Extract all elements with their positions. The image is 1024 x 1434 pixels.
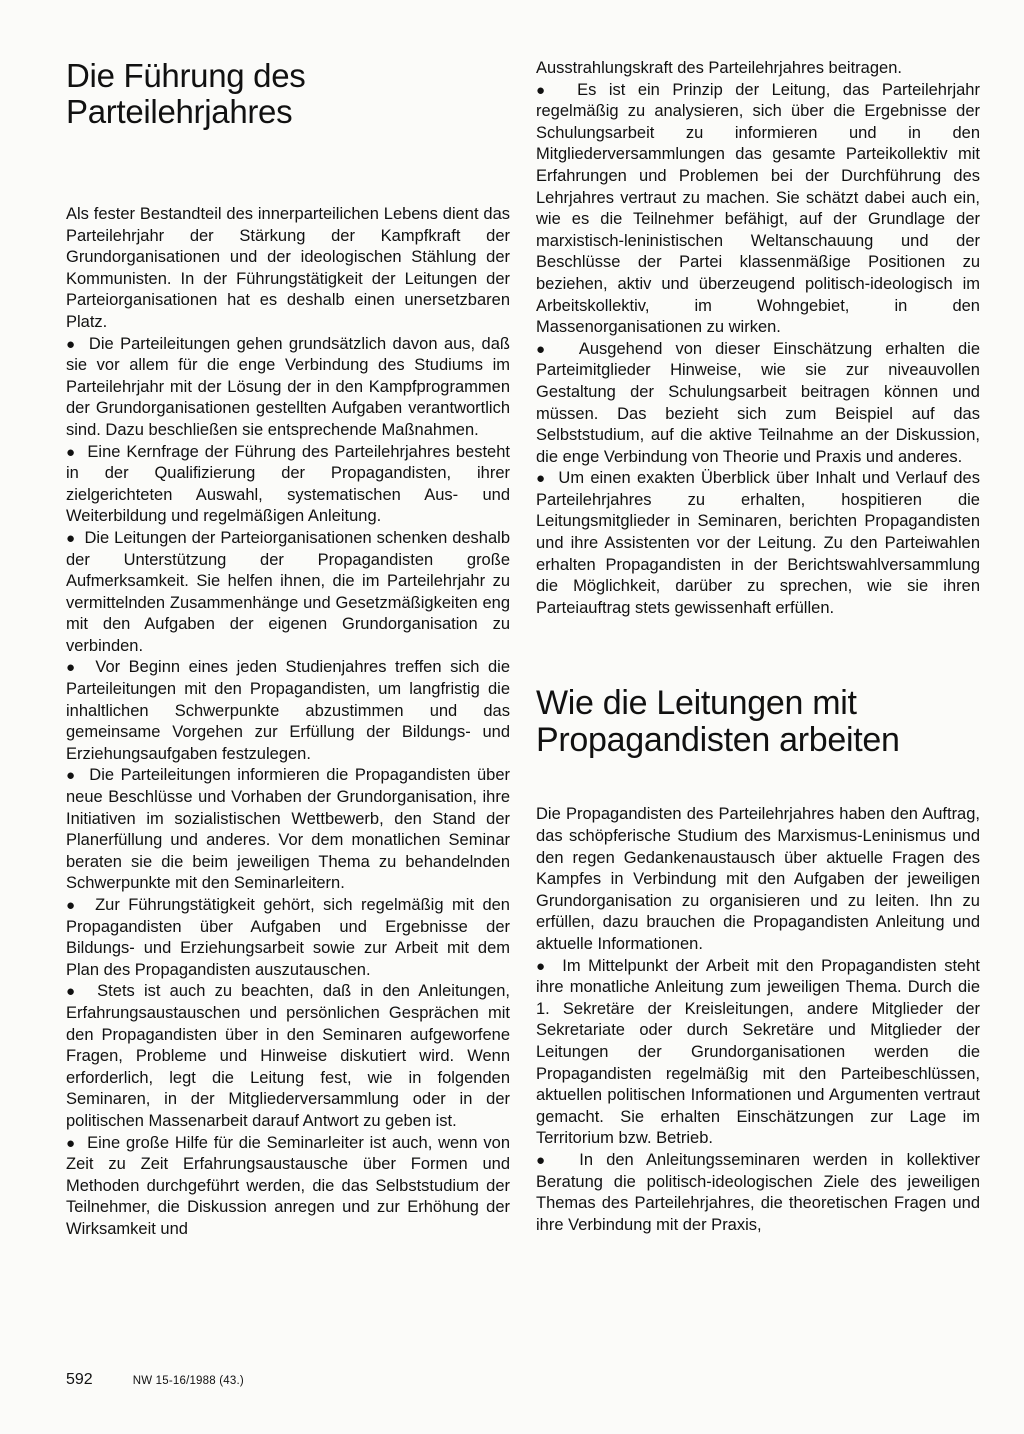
paragraph: ● Die Parteileitungen gehen grundsätzlich davon aus, daß sie vor allem für die enge Verbindung des Studiums im Parteilehrjahr mit der Lösung der in den Kampfprogrammen der Grundorganisationen gestellten Aufgaben verantwortlich sind. Dazu beschließen sie entsprechende Maßnahmen. <box>66 334 510 442</box>
right-article-continuation <box>536 58 980 619</box>
paragraph: ● Es ist ein Prinzip der Leitung, das Parteilehrjahr regelmäßig zu analysieren, sich über die Ergebnisse der Schulungsarbeit zu informieren und in den Mitgliederversammlungen das gesamte Parteikollektiv mit Erfahrungen und Problemen bei der Durchführung des Lehrjahres vertraut zu machen. Sie schätzt dabei auch ein, wie es die Teilnehmer befähigt, auf der Grundlage der marxistisch-leninistischen Weltanschauung und der Beschlüsse der Partei klassenmäßige Positionen zu beziehen, aktiv und überzeugend politisch-ideologisch im Arbeitskollektiv, im Wohngebiet, in den Massenorganisationen zu wirken. <box>536 80 980 339</box>
left-article-body <box>66 204 510 1241</box>
article-heading-fuehrung: Die Führung des Parteilehrjahres <box>66 57 306 130</box>
right-column <box>536 58 980 1236</box>
paragraph: ● Um einen exakten Überblick über Inhalt und Verlauf des Parteilehrjahres zu erhalten, hospitieren die Leitungsmitglieder in Seminaren, berichten Propagandisten und ihre Assistenten vor der Leitung. Zu den Parteiwahlen erhalten Propagandisten in der Berichtswahlversammlung die Möglichkeit, darüber zu sprechen, wie sie ihren Parteiauftrag stets gewissenhaft erfüllen. <box>536 468 980 619</box>
paragraph: ● Die Parteileitungen informieren die Propagandisten über neue Beschlüsse und Vorhaben der Grundorganisation, ihre Initiativen im sozialistischen Wettbewerb, den Stand der Planerfüllung und anderes. Vor dem monatlichen Seminar beraten sie die beim jeweiligen Thema zu behandelnden Schwerpunkte mit den Seminarleitern. <box>66 765 510 895</box>
source-reference: NW 15-16/1988 (43.) <box>132 1375 244 1387</box>
paragraph: ● Eine Kernfrage der Führung des Parteilehrjahres besteht in der Qualifizierung der Propagandisten, ihrer zielgerichteten Auswahl, systematischen Aus- und Weiterbildung und regelmäßigen Anleitung. <box>66 442 510 528</box>
paragraph: Die Propagandisten des Parteilehrjahres haben den Auftrag, das schöpferische Studium des Marxismus-Leninismus und den regen Gedankenaustausch über aktuelle Fragen des Kampfes in Verbindung mit den Aufgaben der jeweiligen Grundorganisation zu organisieren und zu leiten. Ihn zu erfüllen, dazu brauchen die Propagandisten Anleitung und aktuelle Informationen. <box>536 805 980 953</box>
paragraph: Als fester Bestandteil des innerparteilichen Lebens dient das Parteilehrjahr der Stärkung der Kampfkraft der Grundorganisationen und der ideologischen Stählung der Kommunisten. In der Führungstätigkeit der Leitungen der Parteiorganisationen hat es deshalb einen unersetzbaren Platz. <box>66 205 510 331</box>
paragraph: ● Ausgehend von dieser Einschätzung erhalten die Parteimitglieder Hinweise, wie sie zur niveauvollen Gestaltung der Schulungsarbeit beitragen können und müssen. Das bezieht sich zum Beispiel auf das Selbststudium, auf die aktive Teilnahme an der Diskussion, die enge Verbindung von Theorie und Praxis und anderes. <box>536 339 980 469</box>
paragraph: Ausstrahlungskraft des Parteilehrjahres beitragen. <box>536 59 902 77</box>
page-footer <box>66 1371 244 1389</box>
article-heading-leitungen: Wie die Leitungen mit Propagandisten arbeiten <box>536 684 900 760</box>
paragraph: ● Im Mittelpunkt der Arbeit mit den Propagandisten steht ihre monatliche Anleitung zum jeweiligen Thema. Durch die 1. Sekretäre der Kreisleitungen, andere Mitglieder der Sekretariate oder durch Sekretäre und Mitglieder der Leitungen der Grundorganisationen werden die Propagandisten regelmäßig mit den Parteibeschlüssen, aktuellen politischen Informationen und Argumenten vertraut gemacht. Sie erhalten Einschätzungen zur Lage im Territorium bzw. Betrieb. <box>536 956 980 1150</box>
paragraph: ● Eine große Hilfe für die Seminarleiter ist auch, wenn von Zeit zu Zeit Erfahrungsaustausche über Formen und Methoden durchgeführt werden, die das Selbststudium der Teilnehmer, die Diskussion anregen und zur Erhöhung der Wirksamkeit und <box>66 1133 510 1241</box>
paragraph: ● In den Anleitungsseminaren werden in kollektiver Beratung die politisch-ideologischen Ziele des jeweiligen Themas des Parteilehrjahres, die theoretischen Fragen und ihre Verbindung mit der Praxis, <box>536 1150 980 1236</box>
page-number: 592 <box>66 1371 93 1388</box>
paragraph: ● Zur Führungstätigkeit gehört, sich regelmäßig mit den Propagandisten über Aufgaben und Ergebnisse der Bildungs- und Erziehungsarbeit sowie zur Arbeit mit dem Plan des Propagandisten auszutauschen. <box>66 895 510 981</box>
paragraph: ● Stets ist auch zu beachten, daß in den Anleitungen, Erfahrungsaustauschen und persönlichen Gesprächen mit den Propagandisten über in den Seminaren aufgeworfene Fragen, Probleme und Hinweise diskutiert wird. Wenn erforderlich, legt die Leitung fest, wie in folgenden Seminaren, in der Mitgliederversammlung oder in der politischen Massenarbeit darauf Antwort zu geben ist. <box>66 981 510 1132</box>
left-column <box>66 58 510 1241</box>
right-article-body <box>536 804 980 1236</box>
paragraph: ● Die Leitungen der Parteiorganisationen schenken deshalb der Unterstützung der Propagandisten große Aufmerksamkeit. Sie helfen ihnen, die im Parteilehrjahr zu vermittelnden Zusammenhänge und Gesetzmäßigkeiten eng mit den Aufgaben der eigenen Grundorganisation zu verbinden. <box>66 528 510 658</box>
paragraph: ● Vor Beginn eines jeden Studienjahres treffen sich die Parteileitungen mit den Propagandisten, um langfristig die inhaltlichen Schwerpunkte abzustimmen und das gemeinsame Vorgehen zur Erfüllung der Bildungs- und Erziehungsaufgaben festzulegen. <box>66 657 510 765</box>
